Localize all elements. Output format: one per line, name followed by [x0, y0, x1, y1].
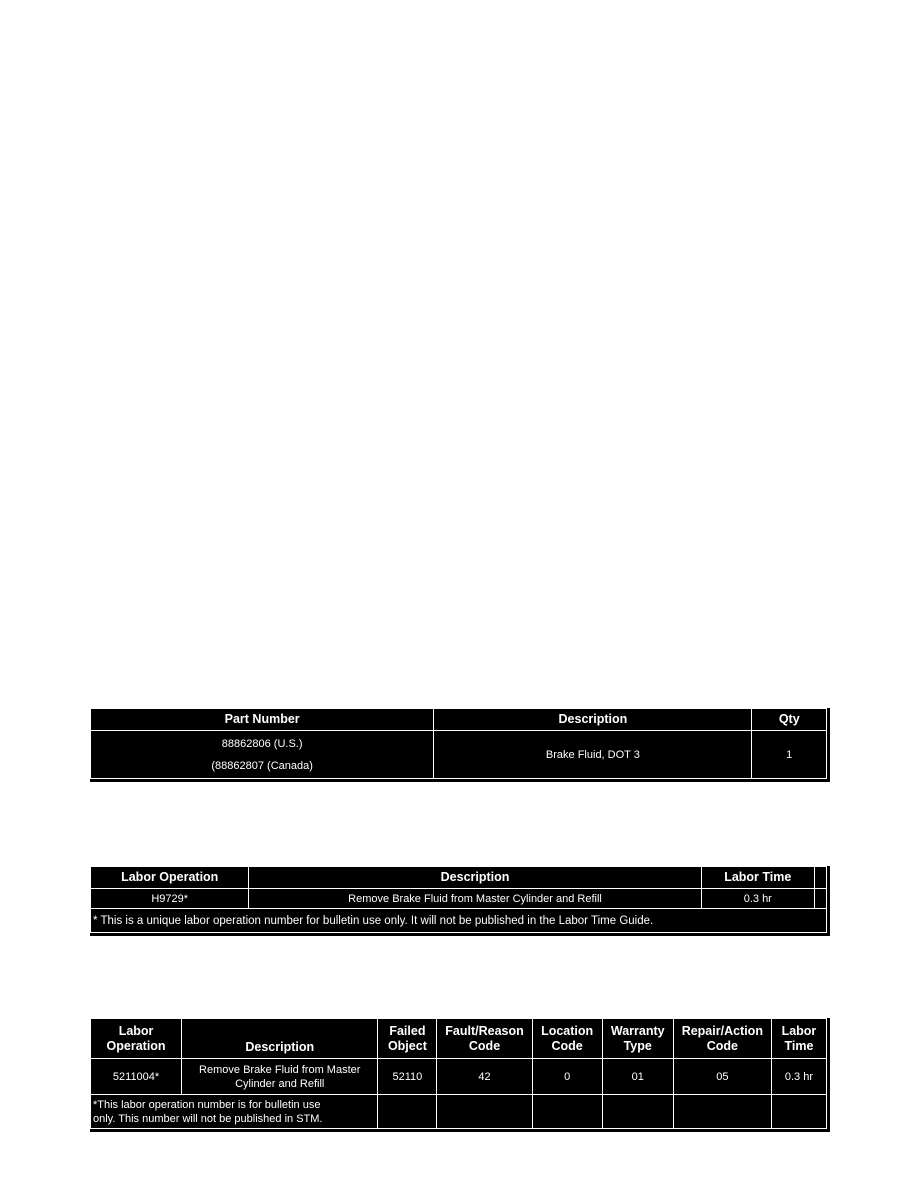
header-description: Description	[434, 709, 752, 731]
header-qty: Qty	[752, 709, 827, 731]
wt-empty-cell	[673, 1095, 771, 1129]
part-qty: 1	[752, 731, 827, 779]
wt-location-value: 0	[532, 1059, 602, 1095]
wt-empty-cell	[771, 1095, 826, 1129]
table-row	[91, 731, 827, 779]
labor-note: * This is a unique labor operation number for bulletin use only. It will not be published in the Labor Time Guide.	[91, 909, 827, 933]
labor-time-value: 0.3 hr	[701, 889, 814, 909]
header-part-number: Part Number	[91, 709, 434, 731]
header-wt-labor-operation: Labor Operation	[91, 1019, 182, 1059]
header-spacer	[814, 867, 826, 889]
wt-empty-cell	[378, 1095, 437, 1129]
table-row	[91, 889, 827, 909]
wt-empty-cell	[437, 1095, 532, 1129]
header-wt-labor-time: Labor Time	[771, 1019, 826, 1059]
wt-warranty-type-value: 01	[602, 1059, 673, 1095]
part-number-cell	[91, 731, 434, 779]
table-row	[91, 1059, 827, 1095]
part-number-us: 88862806 (U.S.)	[221, 737, 303, 750]
parts-table	[90, 708, 830, 782]
header-wt-fault-reason: Fault/Reason Code	[437, 1019, 532, 1059]
labor-description-value: Remove Brake Fluid from Master Cylinder and Refill	[249, 889, 701, 909]
warranty-table	[90, 1018, 830, 1132]
wt-failed-object-value: 52110	[378, 1059, 437, 1095]
wt-operation-value: 5211004*	[91, 1059, 182, 1095]
wt-fault-reason-value: 42	[437, 1059, 532, 1095]
header-labor-description: Description	[249, 867, 701, 889]
labor-table	[90, 866, 830, 936]
header-wt-repair-action: Repair/Action Code	[673, 1019, 771, 1059]
wt-empty-cell	[602, 1095, 673, 1129]
header-wt-failed-object: Failed Object	[378, 1019, 437, 1059]
wt-repair-action-value: 05	[673, 1059, 771, 1095]
header-wt-location: Location Code	[532, 1019, 602, 1059]
header-labor-time: Labor Time	[701, 867, 814, 889]
wt-empty-cell	[532, 1095, 602, 1129]
wt-note: *This labor operation number is for bulletin use only. This number will not be published in STM.	[91, 1095, 378, 1129]
wt-labor-time-value: 0.3 hr	[771, 1059, 826, 1095]
header-wt-warranty-type: Warranty Type	[602, 1019, 673, 1059]
row-spacer	[814, 889, 826, 909]
header-wt-description: Description	[182, 1019, 378, 1059]
part-number-canada: (88862807 (Canada)	[211, 759, 313, 772]
labor-operation-value: H9729*	[91, 889, 249, 909]
part-description: Brake Fluid, DOT 3	[434, 731, 752, 779]
wt-description-value: Remove Brake Fluid from Master Cylinder and Refill	[182, 1059, 378, 1095]
header-labor-operation: Labor Operation	[91, 867, 249, 889]
